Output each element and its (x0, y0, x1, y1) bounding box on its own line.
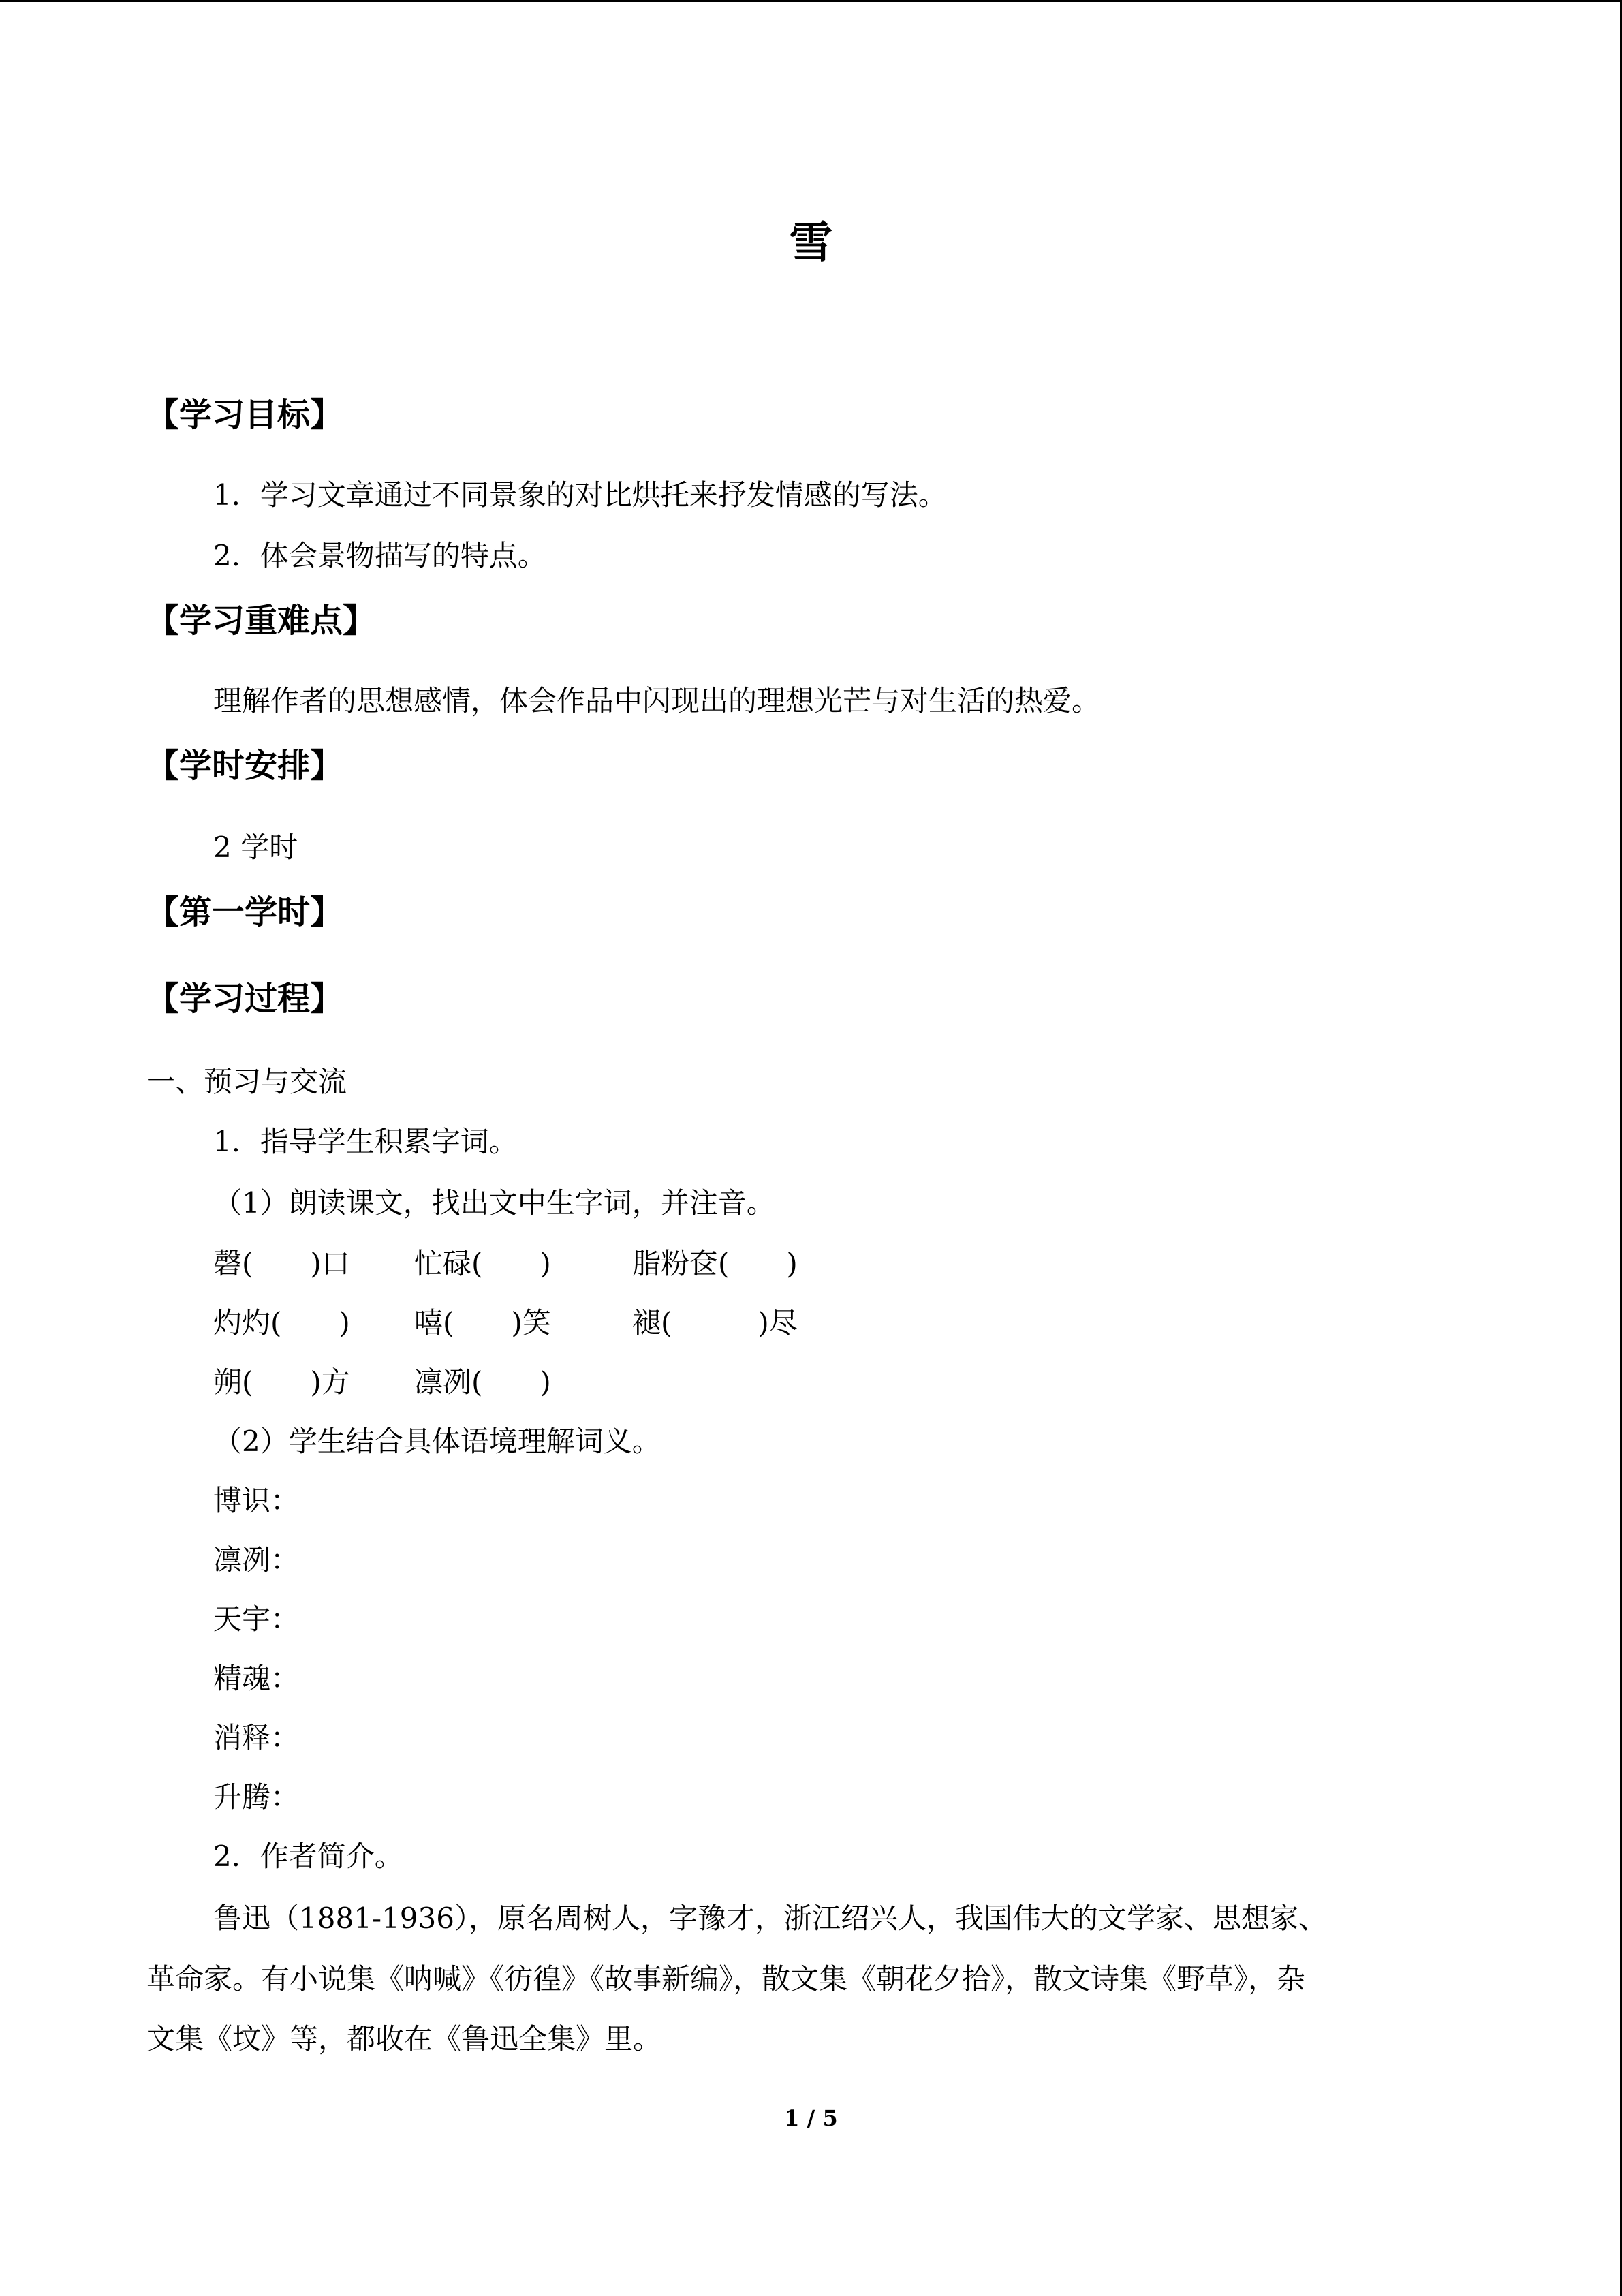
author-bio-line: 文集《坟》等，都收在《鲁迅全集》里。 (146, 2022, 662, 2055)
vocab-item: 天宇： (213, 1602, 300, 1636)
heading-schedule: 【学时安排】 (146, 747, 343, 785)
heading-first-period: 【第一学时】 (146, 893, 343, 931)
vocab-item: 消释： (213, 1721, 300, 1754)
page-number: 1 / 5 (784, 2105, 838, 2131)
heading-learning-process: 【学习过程】 (146, 980, 343, 1018)
vocab-item: 升腾： (213, 1780, 300, 1814)
heading-learning-goals: 【学习目标】 (146, 396, 343, 434)
vocab-item: 博识： (213, 1484, 300, 1517)
author-bio-line: 革命家。有小说集《呐喊》《彷徨》《故事新编》，散文集《朝花夕拾》，散文诗集《野草》，杂 (146, 1962, 1306, 1996)
vocab-item: 精魂： (213, 1662, 300, 1695)
vocab-item: 凛冽： (213, 1543, 300, 1577)
sub-context-meaning: （2）学生结合具体语境理解词义。 (213, 1425, 661, 1458)
section-preview-exchange: 一、预习与交流 (146, 1065, 347, 1098)
pinyin-blank: 凛冽( ) (414, 1365, 551, 1399)
heading-key-points: 【学习重难点】 (146, 602, 376, 640)
item-author-intro: 2．作者简介。 (213, 1840, 403, 1873)
author-bio-line: 鲁迅（1881-1936），原名周树人，字豫才，浙江绍兴人，我国伟大的文学家、思想家、 (213, 1902, 1327, 1935)
key-points-text: 理解作者的思想感情，体会作品中闪现出的理想光芒与对生活的热爱。 (213, 684, 1101, 717)
pinyin-blank: 磬( )口 (213, 1247, 350, 1280)
goal-item-2: 2．体会景物描写的特点。 (213, 539, 546, 572)
pinyin-blank: 嘻( )笑 (414, 1306, 551, 1339)
page-title: 雪 (789, 218, 833, 268)
goal-item-1: 1．学习文章通过不同景象的对比烘托来抒发情感的写法。 (213, 478, 947, 512)
sub-read-and-annotate: （1）朗读课文，找出文中生字词，并注音。 (213, 1186, 775, 1220)
pinyin-blank: 褪( )尽 (632, 1306, 798, 1339)
pinyin-blank: 灼灼( ) (213, 1306, 350, 1339)
pinyin-blank: 朔( )方 (213, 1365, 350, 1399)
schedule-text: 2 学时 (213, 831, 298, 864)
item-accumulate-words: 1．指导学生积累字词。 (213, 1125, 518, 1158)
pinyin-blank: 脂粉奁( ) (632, 1247, 798, 1280)
pinyin-blank: 忙碌( ) (414, 1247, 551, 1280)
